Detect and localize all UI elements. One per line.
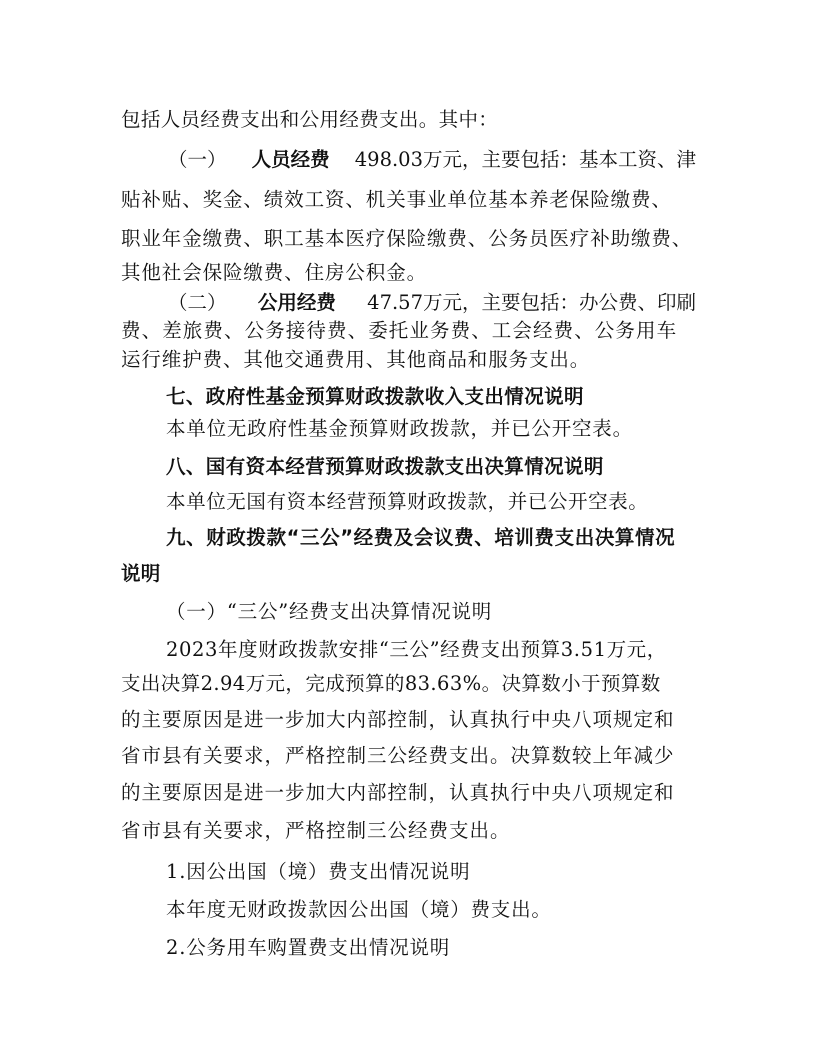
paragraph-line: 贴补贴、奖金、绩效工资、机关事业单位基本养老保险缴费、 [121,188,672,211]
paragraph-line: 费、差旅费、公务接待费、委托业务费、工会经费、公务用车 [121,319,678,342]
paragraph-line: 的主要原因是进一步加大内部控制，认真执行中央八项规定和 [121,781,675,804]
paragraph-line: 运行维护费、其他交通费用、其他商品和服务支出。 [121,348,591,371]
personnel-expenses-text: 498.03万元，主要包括：基本工资、津 [354,148,696,171]
paragraph-line-personnel-expenses [121,148,696,172]
public-expenses-term: 公用经费 [257,291,336,314]
subsection-heading: 1.因公出国（境）费支出情况说明 [166,860,471,883]
paragraph-line: 本年度无财政拨款因公出国（境）费支出。 [166,898,552,921]
section-heading-8: 八、国有资本经营预算财政拨款支出决算情况说明 [166,455,604,478]
paragraph-line: 省市县有关要求，严格控制三公经费支出。决算数较上年减少 [121,744,675,767]
paragraph-line: 职业年金缴费、职工基本医疗保险缴费、公务员医疗补助缴费、 [121,227,693,250]
section-heading-7: 七、政府性基金预算财政拨款收入支出情况说明 [166,385,584,408]
section-heading-9: 九、财政拨款“三公”经费及会议费、培训费支出决算情况 [166,526,676,549]
public-expenses-text: 47.57万元，主要包括：办公费、印刷 [367,291,696,314]
paragraph-line: 支出决算2.94万元，完成预算的83.63%。决算数小于预算数 [121,672,661,695]
paragraph-line: 本单位无国有资本经营预算财政拨款，并已公开空表。 [166,490,649,513]
item-number: （二） [168,291,227,314]
item-number: （一） [168,148,227,171]
section-heading-9-continued: 说明 [121,562,161,585]
paragraph-line: 2023年度财政拨款安排“三公”经费支出预算3.51万元， [166,638,667,661]
subsection-heading: 2.公务用车购置费支出情况说明 [166,936,451,959]
paragraph-line-public-expenses [121,291,696,315]
paragraph-line: 包括人员经费支出和公用经费支出。其中： [121,108,499,131]
subsection-heading: （一）“三公”经费支出决算情况说明 [166,600,493,623]
personnel-expenses-term: 人员经费 [251,148,330,171]
paragraph-line: 省市县有关要求，严格控制三公经费支出。 [121,819,511,842]
paragraph-line: 本单位无政府性基金预算财政拨款，并已公开空表。 [166,417,633,440]
paragraph-line: 其他社会保险缴费、住房公积金。 [121,261,428,284]
paragraph-line: 的主要原因是进一步加大内部控制，认真执行中央八项规定和 [121,708,675,731]
